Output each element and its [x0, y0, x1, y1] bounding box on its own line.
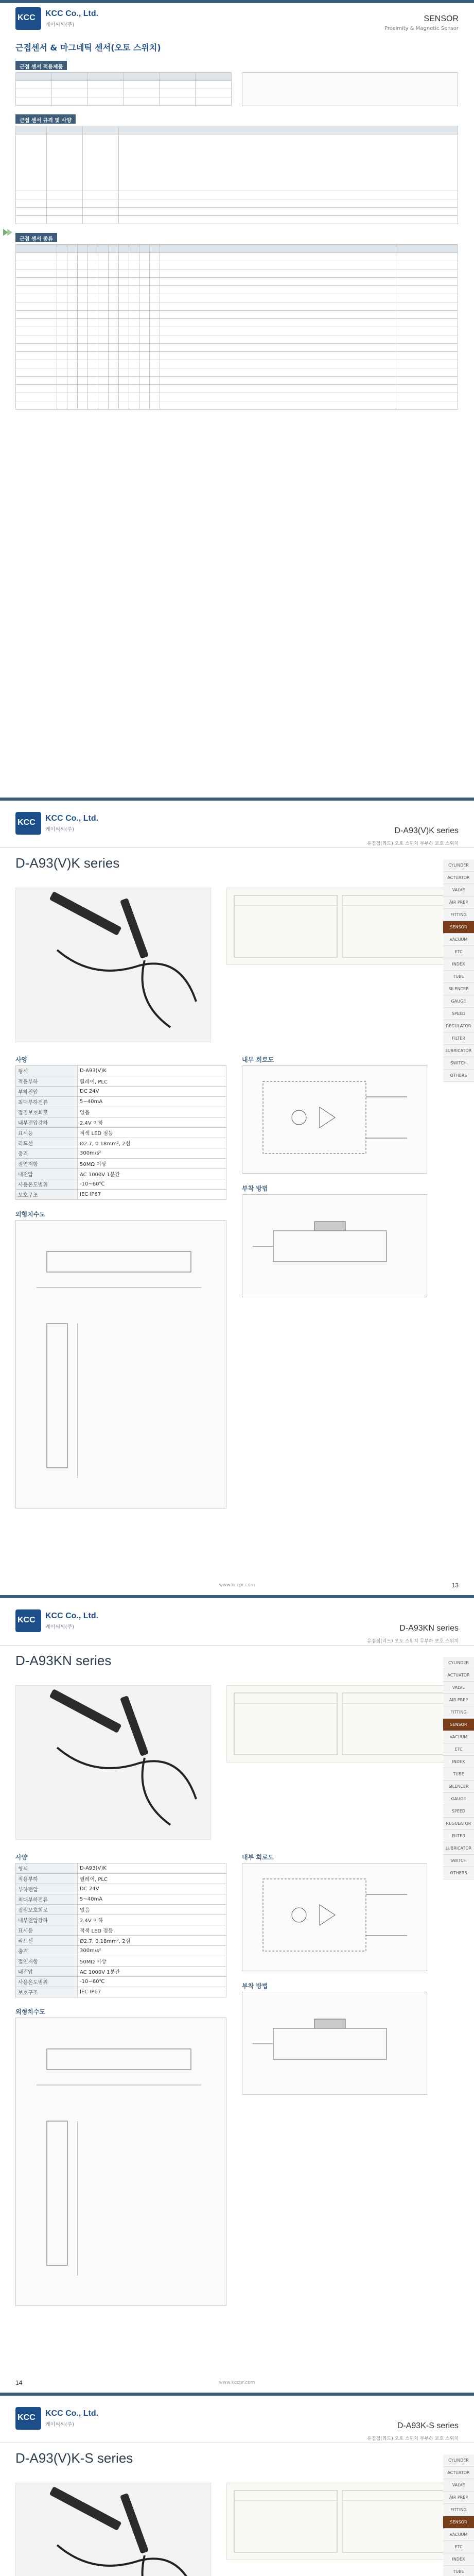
spec-key: 적용부하: [16, 1076, 78, 1087]
side-index-item[interactable]: VALVE: [443, 2479, 474, 2492]
series-name: D-A93(V)K series: [394, 826, 459, 835]
series-page: [0, 798, 474, 1595]
circuit-heading: 내부 회로도: [242, 1056, 274, 1063]
spec-row: [16, 1915, 226, 1925]
spec-key: 절연저항: [16, 1956, 78, 1967]
page-number: 13: [451, 1582, 459, 1589]
spec-row: [16, 1925, 226, 1936]
side-index-item[interactable]: FILTER: [443, 1830, 474, 1842]
page-title: D-A93KN series: [15, 1653, 112, 1668]
spec-grid: [15, 126, 458, 224]
side-index-item[interactable]: ETC: [443, 1743, 474, 1756]
spec-row: [16, 1987, 226, 1997]
spec-value: 2.4V 이하: [78, 1915, 226, 1925]
spec-key: 형식: [16, 1863, 78, 1874]
sensor-image: [16, 2483, 210, 2576]
spec-row: [16, 1117, 226, 1128]
side-index-item[interactable]: VALVE: [443, 884, 474, 896]
spec-value: 5~40mA: [78, 1894, 226, 1905]
model-note-box: [226, 1685, 453, 1762]
side-index-item[interactable]: ETC: [443, 946, 474, 958]
sensor-title: SENSOR: [424, 14, 459, 23]
side-index-item[interactable]: CYLINDER: [443, 1657, 474, 1669]
section-spec-label: 근접 센서 규격 및 사양: [15, 114, 76, 124]
spec-row: [16, 1967, 226, 1977]
spec-value: AC 1000V 1분간: [78, 1169, 226, 1179]
side-index-item[interactable]: TUBE: [443, 1768, 474, 1781]
series-desc: 유접점(리드) 오토 스위치 무부하 보호 스위치: [367, 1639, 459, 1644]
page-header: [0, 2396, 474, 2443]
side-index: [443, 2454, 474, 2576]
kcc-logo: KCC: [15, 7, 41, 30]
company-name: KCC Co., Ltd.: [45, 814, 99, 823]
intro-page: [0, 0, 474, 798]
spec-key: 내부전압강하: [16, 1915, 78, 1925]
side-index-item[interactable]: ACTUATOR: [443, 2467, 474, 2479]
side-index-item[interactable]: SWITCH: [443, 1057, 474, 1070]
spec-row: [16, 1076, 226, 1087]
spec-row: [16, 1894, 226, 1905]
side-index-item[interactable]: LUBRICATOR: [443, 1045, 474, 1057]
circuit-diagram: [242, 1863, 427, 1971]
spec-value: 2.4V 이하: [78, 1117, 226, 1128]
spec-row: [16, 1190, 226, 1200]
spec-value: 5~40mA: [78, 1097, 226, 1107]
spec-value: 릴레이, PLC: [78, 1874, 226, 1884]
circuit-heading: 내부 회로도: [242, 1854, 274, 1861]
spec-key: 보호구조: [16, 1190, 78, 1200]
spec-value: AC 1000V 1분간: [78, 1967, 226, 1977]
spec-value: 적색 LED 점등: [78, 1925, 226, 1936]
types-table: [15, 244, 458, 410]
side-index-item[interactable]: SWITCH: [443, 1855, 474, 1867]
spec-key: 접점보호회로: [16, 1905, 78, 1915]
side-index-item[interactable]: ETC: [443, 2541, 474, 2553]
spec-value: -10~60℃: [78, 1977, 226, 1987]
side-index-item[interactable]: SENSOR: [443, 2516, 474, 2529]
spec-value: 50MΩ 이상: [78, 1159, 226, 1169]
spec-row: [16, 1087, 226, 1097]
side-index-item[interactable]: VALVE: [443, 1682, 474, 1694]
side-index-item[interactable]: INDEX: [443, 958, 474, 971]
series-name: D-A93KN series: [399, 1624, 459, 1633]
dimension-heading: 외형치수도: [15, 1211, 45, 1218]
apply-notes: [242, 72, 458, 106]
spec-table: [15, 1863, 226, 1997]
series-page: [0, 2393, 474, 2576]
spec-value: Ø2.7, 0.18mm², 2심: [78, 1936, 226, 1946]
side-index-item[interactable]: FITTING: [443, 2504, 474, 2516]
series-pages: [0, 798, 474, 2576]
spec-row: [16, 1159, 226, 1169]
company-name: KCC Co., Ltd.: [45, 1612, 99, 1620]
side-index-item[interactable]: GAUGE: [443, 1793, 474, 1805]
spec-row: [16, 1138, 226, 1148]
spec-key: 부하전압: [16, 1884, 78, 1894]
side-index-item[interactable]: SILENCER: [443, 983, 474, 995]
side-index-item[interactable]: OTHERS: [443, 1070, 474, 1082]
side-index-item[interactable]: REGULATOR: [443, 1818, 474, 1830]
spec-key: 적용부하: [16, 1874, 78, 1884]
apply-table: [15, 72, 232, 106]
spec-value: D-A93(V)K: [78, 1863, 226, 1874]
spec-row: [16, 1936, 226, 1946]
side-index-item[interactable]: SPEED: [443, 1805, 474, 1818]
series-name: D-A93K-S series: [397, 2421, 459, 2430]
page-title: D-A93(V)K series: [15, 855, 120, 871]
series-desc: 유접점(리드) 오토 스위치 무부하 보호 스위치: [367, 2436, 459, 2442]
mount-heading: 부착 방법: [242, 1185, 268, 1192]
spec-key: 최대부하전류: [16, 1894, 78, 1905]
spec-value: Ø2.7, 0.18mm², 2심: [78, 1138, 226, 1148]
spec-row: [16, 1169, 226, 1179]
spec-value: IEC IP67: [78, 1987, 226, 1997]
spec-value: DC 24V: [78, 1884, 226, 1894]
spec-row: [16, 1956, 226, 1967]
spec-value: 없음: [78, 1107, 226, 1117]
circuit-diagram: [242, 1065, 427, 1174]
side-index-item[interactable]: FITTING: [443, 1706, 474, 1719]
spec-row: [16, 1179, 226, 1190]
spec-key: 충격: [16, 1148, 78, 1159]
spec-value: 300m/s²: [78, 1946, 226, 1956]
dimension-drawing: [15, 1220, 226, 1509]
side-index-item[interactable]: VACUUM: [443, 934, 474, 946]
spec-key: 리드선: [16, 1138, 78, 1148]
spec-key: 보호구조: [16, 1987, 78, 1997]
side-index: [443, 859, 474, 1082]
spec-key: 형식: [16, 1066, 78, 1076]
spec-row: [16, 1128, 226, 1138]
spec-key: 부하전압: [16, 1087, 78, 1097]
spec-row: [16, 1863, 226, 1874]
side-index-item[interactable]: OTHERS: [443, 1867, 474, 1879]
kcc-logo: KCC: [15, 812, 41, 835]
spec-row: [16, 1905, 226, 1915]
footer-url: www.kccpr.com: [219, 2380, 255, 2385]
spec-heading: 사양: [15, 1854, 28, 1861]
side-index-item[interactable]: INDEX: [443, 1756, 474, 1768]
model-note-box: [226, 888, 453, 965]
model-note-box: [226, 2483, 453, 2560]
spec-key: 리드선: [16, 1936, 78, 1946]
spec-row: [16, 1884, 226, 1894]
spec-row: [16, 1977, 226, 1987]
spec-key: 충격: [16, 1946, 78, 1956]
spec-value: 적색 LED 점등: [78, 1128, 226, 1138]
spec-value: IEC IP67: [78, 1190, 226, 1200]
section-apply-label: 근접 센서 적용제품: [15, 61, 67, 70]
spec-table: [15, 1065, 226, 1200]
spec-value: 없음: [78, 1905, 226, 1915]
side-index-item[interactable]: VACUUM: [443, 2529, 474, 2541]
arrow-icon: [1, 226, 14, 239]
side-index-item[interactable]: FITTING: [443, 909, 474, 921]
spec-value: D-A93(V)K: [78, 1066, 226, 1076]
intro-heading: 근접센서 & 마그네틱 센서(오토 스위치): [15, 43, 161, 53]
top-bar: [0, 0, 474, 3]
company-name: KCC Co., Ltd.: [45, 2409, 99, 2418]
side-index-item[interactable]: LUBRICATOR: [443, 1842, 474, 1855]
side-index-item[interactable]: AIR PREP: [443, 1694, 474, 1706]
spec-row: [16, 1066, 226, 1076]
side-index-item[interactable]: AIR PREP: [443, 896, 474, 909]
series-desc: 유접점(리드) 오토 스위치 무부하 보호 스위치: [367, 841, 459, 846]
product-photo: [15, 888, 211, 1042]
side-index-item[interactable]: SPEED: [443, 1008, 474, 1020]
company-name: KCC Co., Ltd.: [45, 9, 99, 18]
dimension-drawing: [15, 2018, 226, 2306]
spec-key: 내전압: [16, 1967, 78, 1977]
page-header: [0, 1598, 474, 1646]
spec-row: [16, 1946, 226, 1956]
spec-value: -10~60℃: [78, 1179, 226, 1190]
side-index-item[interactable]: AIR PREP: [443, 2492, 474, 2504]
side-index-item[interactable]: REGULATOR: [443, 1020, 474, 1032]
side-index-item[interactable]: CYLINDER: [443, 2454, 474, 2467]
side-index-item[interactable]: ACTUATOR: [443, 872, 474, 884]
mount-diagram: [242, 1992, 427, 2095]
sensor-subtitle: Proximity & Magnetic Sensor: [384, 26, 459, 31]
company-sub: 케이씨씨(주): [45, 2422, 75, 2428]
spec-key: 최대부하전류: [16, 1097, 78, 1107]
side-index-item[interactable]: FILTER: [443, 1032, 474, 1045]
page-number: 14: [15, 2379, 23, 2386]
spec-key: 표시등: [16, 1925, 78, 1936]
mount-diagram: [242, 1194, 427, 1297]
side-index-item[interactable]: SENSOR: [443, 921, 474, 934]
side-index-item[interactable]: SILENCER: [443, 1781, 474, 1793]
spec-row: [16, 1874, 226, 1884]
company-sub: 케이씨씨(주): [45, 827, 75, 833]
side-index-item[interactable]: VACUUM: [443, 1731, 474, 1743]
spec-key: 내전압: [16, 1169, 78, 1179]
side-index-item[interactable]: INDEX: [443, 2553, 474, 2566]
side-index-item[interactable]: TUBE: [443, 2566, 474, 2576]
spec-key: 접점보호회로: [16, 1107, 78, 1117]
dimension-heading: 외형치수도: [15, 2008, 45, 2015]
side-index-item[interactable]: GAUGE: [443, 995, 474, 1008]
page-header: [0, 801, 474, 848]
section-types-label: 근접 센서 종류: [15, 233, 57, 242]
spec-key: 절연저항: [16, 1159, 78, 1169]
sensor-image: [16, 1686, 210, 1839]
company-sub: 케이씨씨(주): [45, 22, 75, 28]
spec-key: 사용온도범위: [16, 1179, 78, 1190]
spec-value: 50MΩ 이상: [78, 1956, 226, 1967]
side-index-item[interactable]: SENSOR: [443, 1719, 474, 1731]
product-photo: [15, 1685, 211, 1840]
spec-row: [16, 1097, 226, 1107]
side-index: [443, 1657, 474, 1879]
spec-key: 사용온도범위: [16, 1977, 78, 1987]
spec-value: 300m/s²: [78, 1148, 226, 1159]
spec-heading: 사양: [15, 1056, 28, 1063]
product-photo: [15, 2483, 211, 2576]
sensor-image: [16, 888, 210, 1042]
spec-key: 표시등: [16, 1128, 78, 1138]
company-sub: 케이씨씨(주): [45, 1624, 75, 1630]
kcc-logo: KCC: [15, 2407, 41, 2430]
side-index-item[interactable]: CYLINDER: [443, 859, 474, 872]
spec-value: 릴레이, PLC: [78, 1076, 226, 1087]
spec-row: [16, 1148, 226, 1159]
mount-heading: 부착 방법: [242, 1982, 268, 1990]
series-page: [0, 1595, 474, 2393]
kcc-logo: KCC: [15, 1609, 41, 1632]
spec-key: 내부전압강하: [16, 1117, 78, 1128]
spec-value: DC 24V: [78, 1087, 226, 1097]
footer-url: www.kccpr.com: [219, 1583, 255, 1588]
spec-row: [16, 1107, 226, 1117]
side-index-item[interactable]: TUBE: [443, 971, 474, 983]
side-index-item[interactable]: ACTUATOR: [443, 1669, 474, 1682]
page-title: D-A93(V)K-S series: [15, 2450, 133, 2466]
